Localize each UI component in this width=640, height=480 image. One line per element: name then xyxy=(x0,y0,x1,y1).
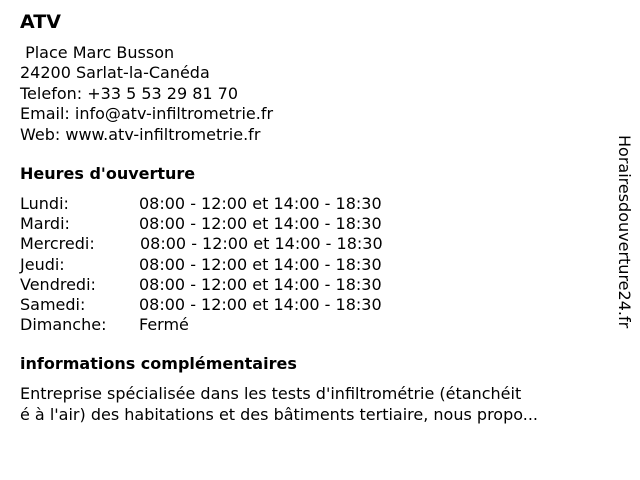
time-value: 08:00 - 12:00 et 14:00 - 18:30 xyxy=(139,214,382,234)
contact-block xyxy=(20,43,273,145)
hours-row xyxy=(20,315,383,335)
site-watermark: Horairesdouverture24.fr xyxy=(615,135,634,329)
day-label: Lundi: xyxy=(20,194,69,213)
hours-row xyxy=(20,295,383,315)
hours-row xyxy=(20,275,383,295)
day-label: Mercredi: xyxy=(20,234,95,254)
info-line: é à l'air) des habitations et des bâtiments tertiaire, nous propo... xyxy=(20,404,538,424)
hours-row xyxy=(20,214,383,234)
address-street: Place Marc Busson xyxy=(20,43,175,62)
time-value: Fermé xyxy=(139,315,189,335)
time-value: 08:00 - 12:00 et 14:00 - 18:30 xyxy=(139,274,382,294)
hours-row xyxy=(20,255,383,275)
time-value: 08:00 - 12:00 et 14:00 - 18:30 xyxy=(140,234,383,254)
day-label: Mardi: xyxy=(20,214,70,234)
time-value: 08:00 - 12:00 et 14:00 - 18:30 xyxy=(139,294,382,314)
opening-hours-heading: Heures d'ouverture xyxy=(20,164,196,183)
phone-line: Telefon: +33 5 53 29 81 70 xyxy=(20,83,239,103)
info-line: Entreprise spécialisée dans les tests d'infiltrométrie (étanchéit xyxy=(20,384,522,403)
day-label: Dimanche: xyxy=(20,315,107,335)
hours-row xyxy=(20,234,383,254)
day-label: Jeudi: xyxy=(20,254,65,274)
day-label: Samedi: xyxy=(20,294,86,314)
website-line: Web: www.atv-infiltrometrie.fr xyxy=(20,124,261,144)
additional-info-heading: informations complémentaires xyxy=(20,354,297,373)
business-name: ATV xyxy=(20,11,61,33)
email-line: Email: info@atv-infiltrometrie.fr xyxy=(20,104,274,124)
hours-row xyxy=(20,194,383,214)
time-value: 08:00 - 12:00 et 14:00 - 18:30 xyxy=(139,254,382,274)
time-value: 08:00 - 12:00 et 14:00 - 18:30 xyxy=(139,194,382,213)
address-city: 24200 Sarlat-la-Canéda xyxy=(20,63,210,83)
day-label: Vendredi: xyxy=(20,274,96,294)
additional-info-text xyxy=(20,384,595,425)
opening-hours-list xyxy=(20,194,383,335)
